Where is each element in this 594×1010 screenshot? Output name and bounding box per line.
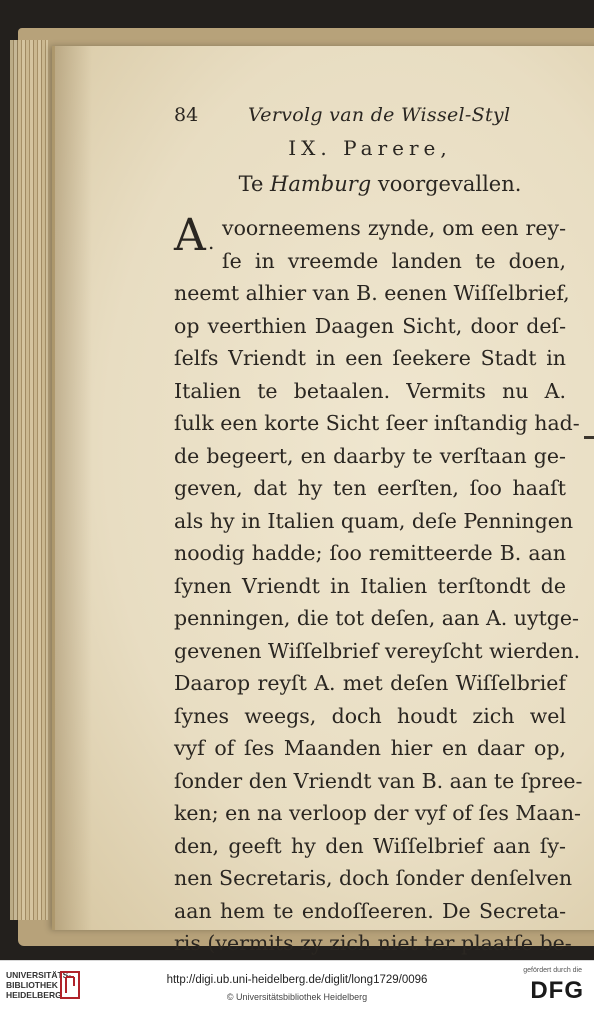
subtitle-place: Hamburg — [270, 172, 372, 196]
text-line: geven, dat hy ten eerſten, ſoo haaſt — [174, 476, 566, 500]
text-line: vyf of ſes Maanden hier en daar op, — [174, 736, 566, 760]
page-number: 84 — [174, 104, 199, 126]
text-line: op veerthien Daagen Sicht, door deſ- — [174, 313, 566, 338]
gutter-shadow — [52, 46, 92, 930]
source-url[interactable]: http://digi.ub.uni-heidelberg.de/diglit/long1729/0096 — [166, 974, 428, 986]
text-line: den, geeft hy den Wiſſelbrief aan ſy- — [174, 833, 566, 858]
text-line: voorneemens zynde, om een rey- — [222, 216, 566, 240]
body-text — [174, 210, 583, 960]
text-line: ſelfs Vriendt in een ſeekere Stadt in — [174, 346, 566, 370]
running-title: Vervolg van de Wissel-Styl — [248, 104, 511, 126]
funder-caption: gefördert durch die — [523, 967, 582, 974]
text-line: ris (vermits zy zich niet ter plaatſe be- — [174, 931, 572, 955]
chapter-heading: IX. Parere, — [288, 136, 452, 160]
drop-cap: A — [174, 210, 206, 261]
text-line: noodig hadde; ſoo remitteerde B. aan — [174, 541, 566, 565]
text-line: gevenen Wiſſelbrief vereyſcht wierden. — [174, 638, 581, 663]
running-head — [174, 96, 566, 136]
copyright: © Universitätsbibliothek Heidelberg — [226, 992, 368, 1002]
drop-cap-dot: . — [208, 230, 215, 254]
text-line: nen Secretaris, doch ſonder denſelven — [174, 866, 573, 890]
library-line-3: HEIDELBERG — [6, 990, 62, 1000]
library-line-1: UNIVERSITÄTS- — [6, 970, 72, 980]
text-line: ſynen Vriendt in Italien terſtondt de — [174, 573, 566, 598]
library-line-2: BIBLIOTHEK — [6, 980, 58, 990]
footer-bar — [0, 960, 594, 1010]
text-line: neemt alhier van B. eenen Wiſſelbrief, — [174, 281, 570, 305]
text-line: ſulk een korte Sicht ſeer inſtandig had- — [174, 411, 580, 435]
text-line: als hy in Italien quam, deſe Penningen — [174, 508, 574, 533]
text-line: ken; en na verloop der vyf of ſes Maan- — [174, 801, 581, 825]
text-line: Daarop reyſt A. met deſen Wiſſelbrief — [174, 671, 566, 695]
funder-logo: DFG — [530, 977, 584, 1004]
text-line: penningen, die tot deſen, aan A. uytge- — [174, 606, 579, 630]
section-subtitle — [194, 172, 566, 212]
page-text — [174, 96, 583, 960]
text-lines — [174, 212, 583, 960]
subtitle-pre: Te — [238, 172, 271, 196]
text-line: aan hem te endoſſeeren. De Secreta- — [174, 898, 566, 923]
subtitle-post: voorgevallen. — [371, 172, 522, 196]
margin-mark — [584, 436, 594, 439]
page-edges — [10, 40, 48, 920]
text-line: ſynes weegs, doch houdt zich wel — [174, 703, 566, 728]
text-line: ſe in vreemde landen te doen, — [222, 248, 566, 273]
text-line: Italien te betaalen. Vermits nu A. — [174, 378, 566, 403]
text-line: de begeert, en daarby te verſtaan ge- — [174, 443, 566, 468]
text-line: ſonder den Vriendt van B. aan te ſpree- — [174, 768, 583, 793]
